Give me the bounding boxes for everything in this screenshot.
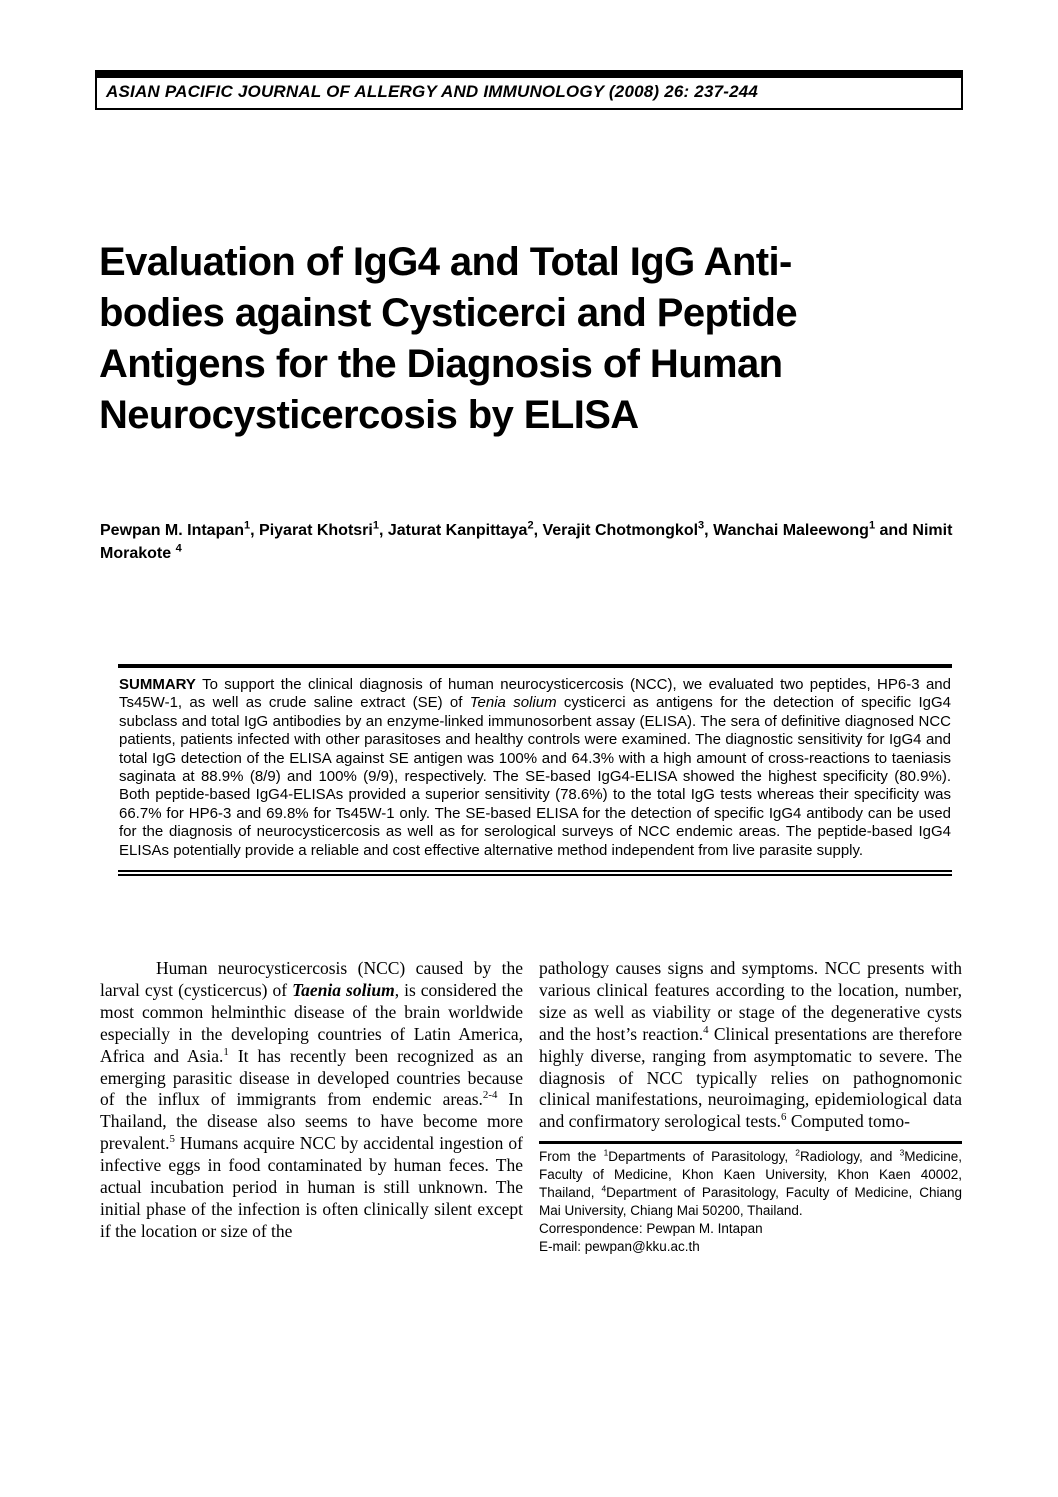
email-line: E-mail: pewpan@kku.ac.th [539,1239,700,1255]
journal-citation-box [95,70,963,110]
body-left-column [100,958,523,1256]
correspondence-line: Correspondence: Pewpan M. Intapan [539,1221,763,1237]
abstract-section [118,664,952,876]
footnote-divider [539,1141,962,1144]
journal-masthead [95,70,963,110]
affiliation-text: From the $^1$Departments of Parasitology, $^2$Radiology, and $^3$Medicine, Faculty of Medicine, Khon Kaen University, Khon Kaen 40002, Thailand, $^4$Department of Parasitology, Faculty of Medicine, Chiang Mai University, Chiang Mai 50200, Thailand. [539,1147,962,1219]
title-line-2: bodies against Cysticerci and Peptide [99,291,798,335]
article-title [99,237,989,441]
intro-paragraph-left: Human neurocysticercosis (NCC) caused by the larval cyst (cysticercus) of Taenia solium, is considered the most common helminthic disease of the brain worldwide especially in the developing countries of Latin America, Africa and Asia.$^1$ It has recently been recognized as an emerging parasitic disease in developed countries because of the influx of immigrants from endemic areas.$^{2-4}$ In Thailand, the disease also seems to have become more prevalent.$^5$ Humans acquire NCC by accidental ingestion of infective eggs in food contaminated by human feces. The actual incubation period in human is still unknown. The initial phase of the infection is often clinically silent except if the location or size of the [100,958,524,1241]
article-body [100,958,962,1256]
abstract-text: SUMMARY To support the clinical diagnosis of human neurocysticercosis (NCC), we evaluated two peptides, HP6-3 and Ts45W-1, as well as crude saline extract (SE) of Tenia solium cysticerci as antigens for the detection of specific IgG4 subclass and total IgG antibodies by an enzyme-linked immunosorbent assay (ELISA). The sera of definitive diagnosed NCC patients, patients infected with other parasitoses and healthy controls were examined. The diagnostic sensitivity for IgG4 and total IgG detection of the ELISA against SE antigen was 100% and 64.3% with a high amount of cross-reactions to taeniasis saginata at 88.9% (8/9) and 100% (9/9), respectively. The SE-based IgG4-ELISA showed the highest specificity (80.9%). Both peptide-based IgG4-ELISAs provided a superior sensitivity (78.6%) to the total IgG tests whereas their specificity was 66.7% for HP6-3 and 69.8% for Ts45W-1 only. The SE-based ELISA for the detection of specific IgG4 antibody can be used for the diagnosis of neurocysticercosis as well as for serological surveys of NCC endemic areas. The peptide-based IgG4 ELISAs potentially provide a reliable and cost effective alternative method independent from live parasite supply. [119,676,951,859]
intro-paragraph-right: pathology causes signs and symptoms. NCC presents with various clinical features according to the location, number, size as well as viability or stage of the degenerative cysts and the host’s reaction.$^4$ Clinical presentations are therefore highly diverse, ranging from asymptomatic to severe. The diagnosis of NCC typically relies on pathognomonic clinical manifestations, neuroimaging, epidemiological data and confirmatory serological tests.$^6$ Computed tomo- [539,958,962,1132]
title-line-1: Evaluation of IgG4 and Total IgG Anti- [99,240,792,284]
body-right-column [539,958,962,1256]
author-list: Pewpan M. Intapan$^1$, Piyarat Khotsri$^1$, Jaturat Kanpittaya$^2$, Verajit Chotmongkol$^3$, Wanchai Maleewong$^1$ and Nimit Morakote $^4$ [100,519,953,562]
affiliation-footnote [539,1148,962,1256]
title-line-3: Antigens for the Diagnosis of Human [99,342,783,386]
title-line-4: Neurocysticercosis by ELISA [99,393,639,437]
journal-citation: ASIAN PACIFIC JOURNAL OF ALLERGY AND IMMUNOLOGY (2008) 26: 237-244 [106,82,759,101]
